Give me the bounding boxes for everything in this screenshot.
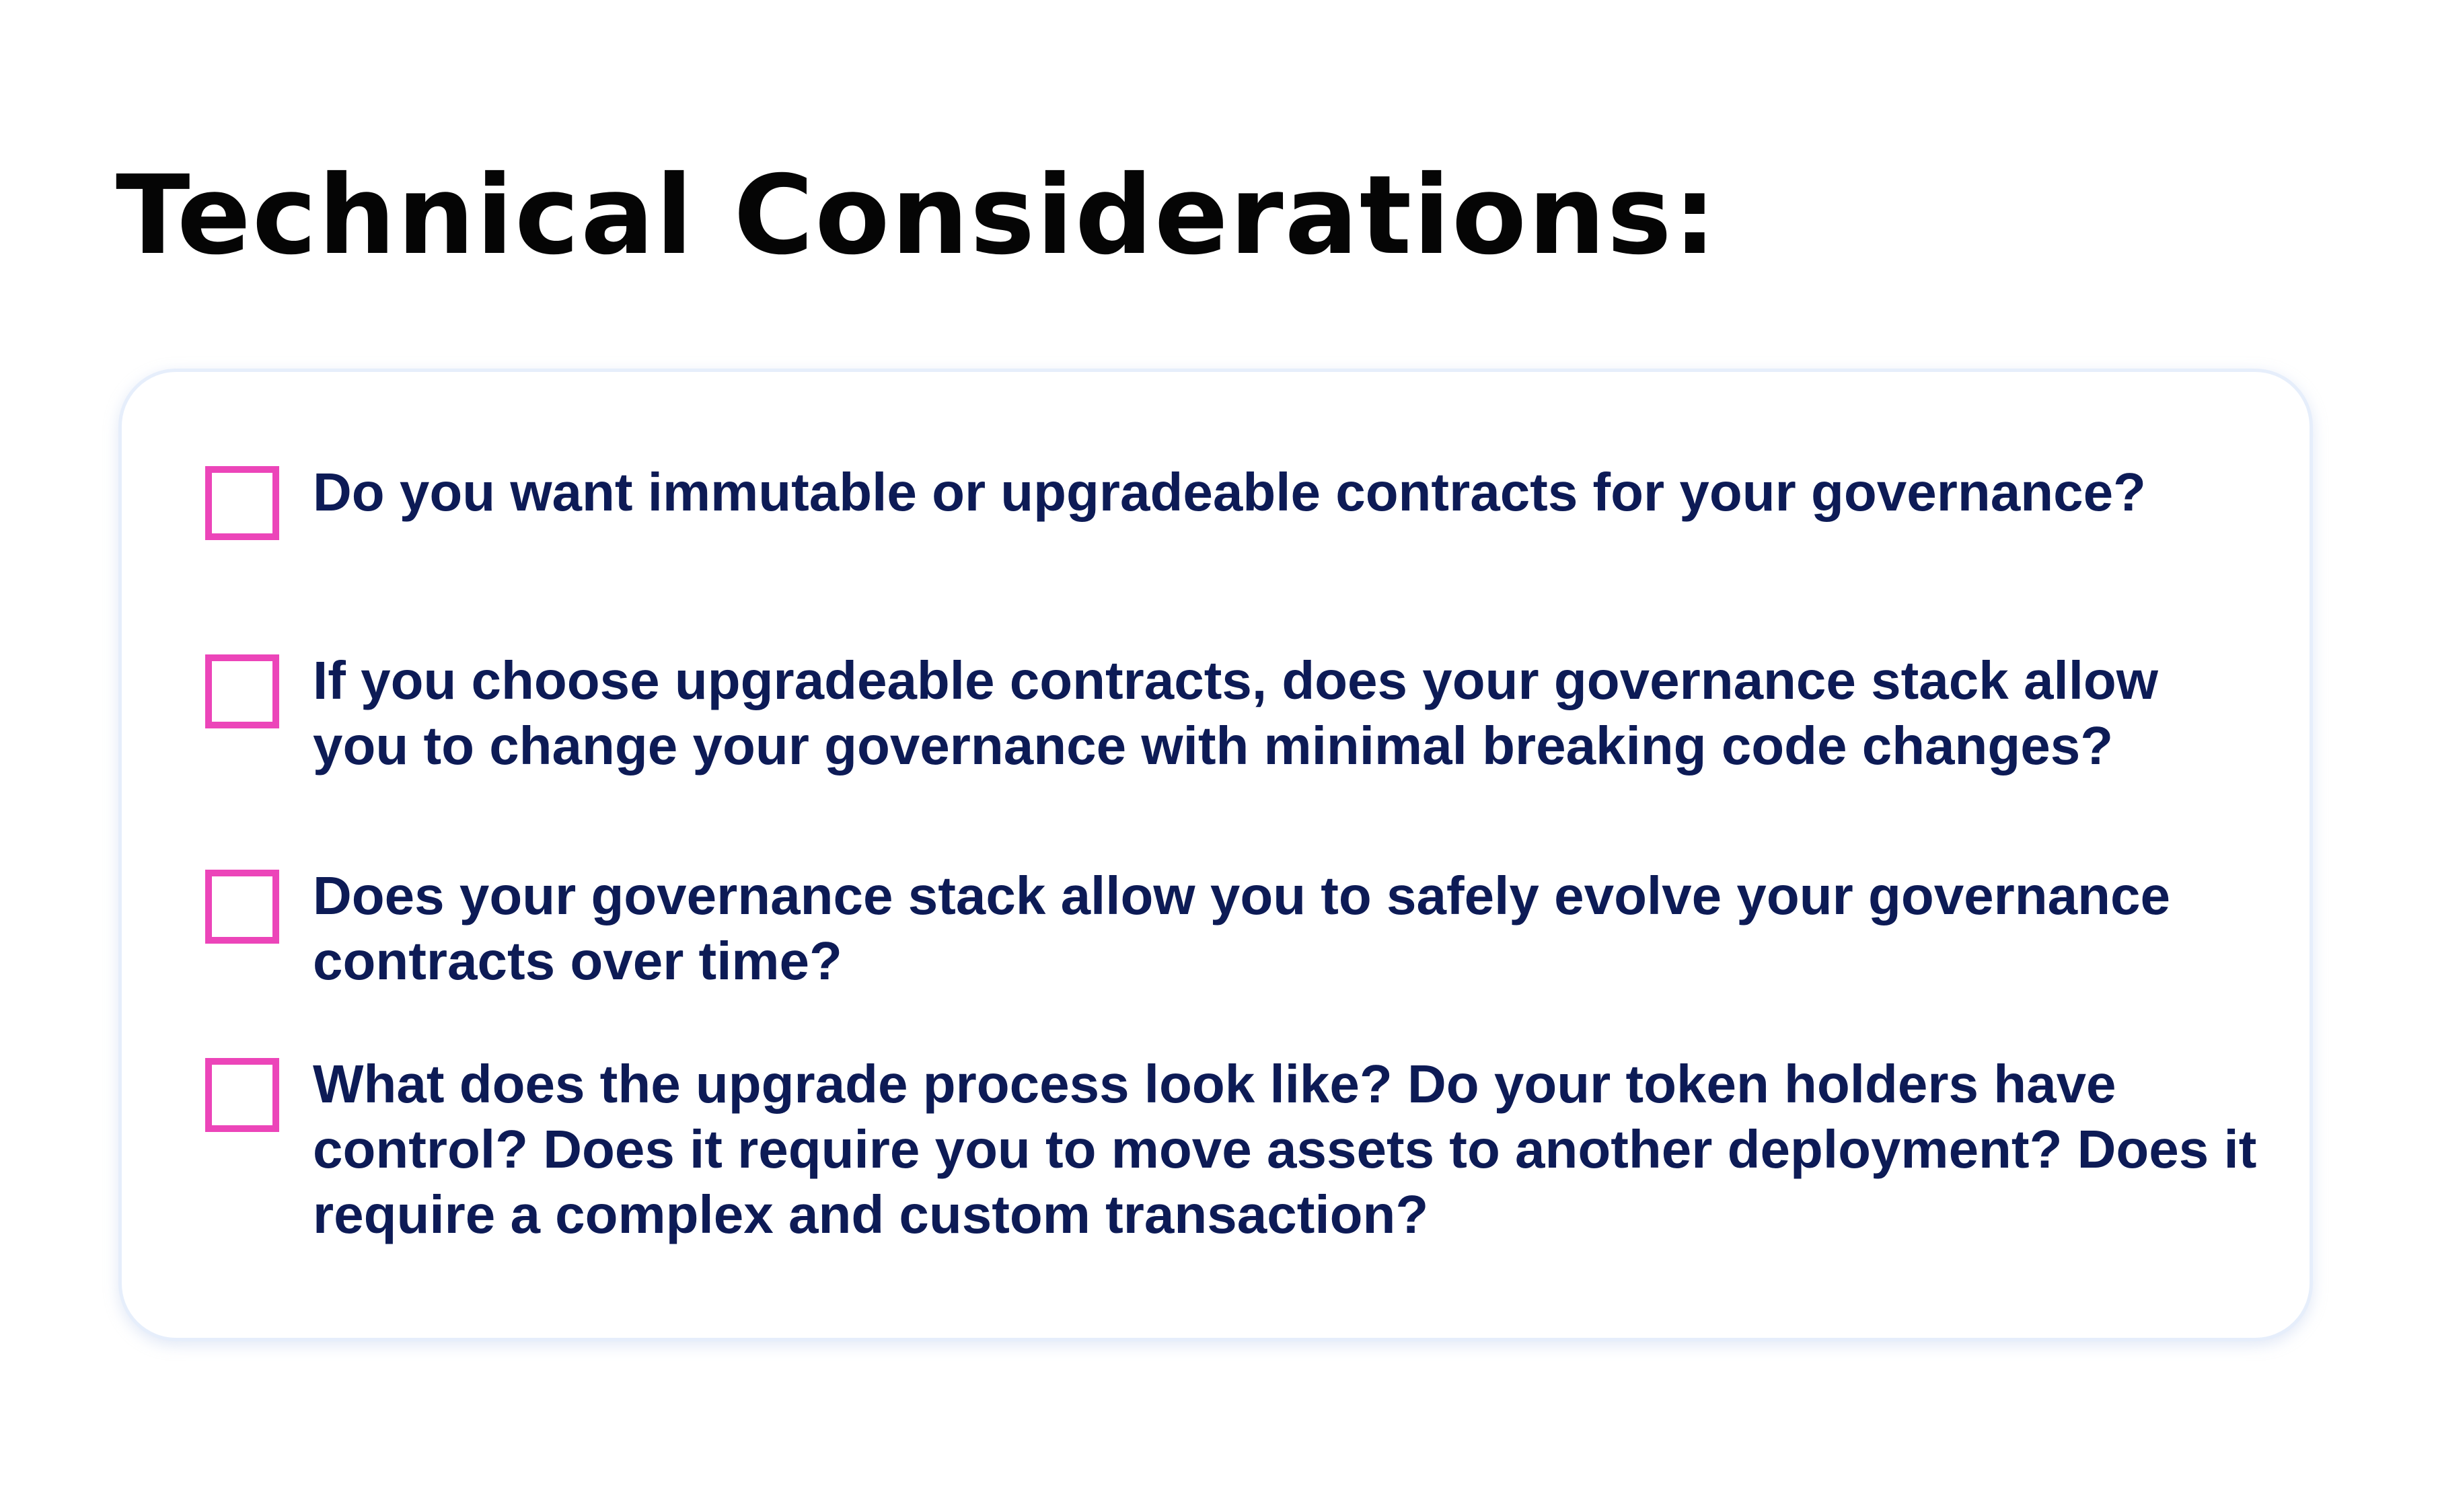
checklist-item — [205, 863, 2264, 993]
checklist-item-text: Do you want immutable or upgradeable contracts for your governance? — [313, 462, 2146, 522]
checkbox[interactable] — [205, 654, 279, 728]
checkbox[interactable] — [205, 1058, 279, 1132]
checklist-item — [205, 648, 2264, 778]
page-title: Technical Considerations: — [116, 153, 1718, 279]
checklist-item-text: If you choose upgradeable contracts, does your governance stack allow you to change your governance with minimal breaking code changes? — [313, 650, 2159, 776]
checklist-item — [205, 1051, 2264, 1247]
checkbox[interactable] — [205, 870, 279, 944]
checklist-item-text: Does your governance stack allow you to safely evolve your governance contracts over time? — [313, 866, 2171, 991]
checklist-card — [118, 369, 2313, 1341]
checklist-item — [205, 459, 2264, 540]
checkbox[interactable] — [205, 466, 279, 540]
checklist-item-text: What does the upgrade process look like? Do your token holders have control? Does it require you to move assets to another deployment? Does it require a complex and custom transaction? — [313, 1054, 2257, 1244]
